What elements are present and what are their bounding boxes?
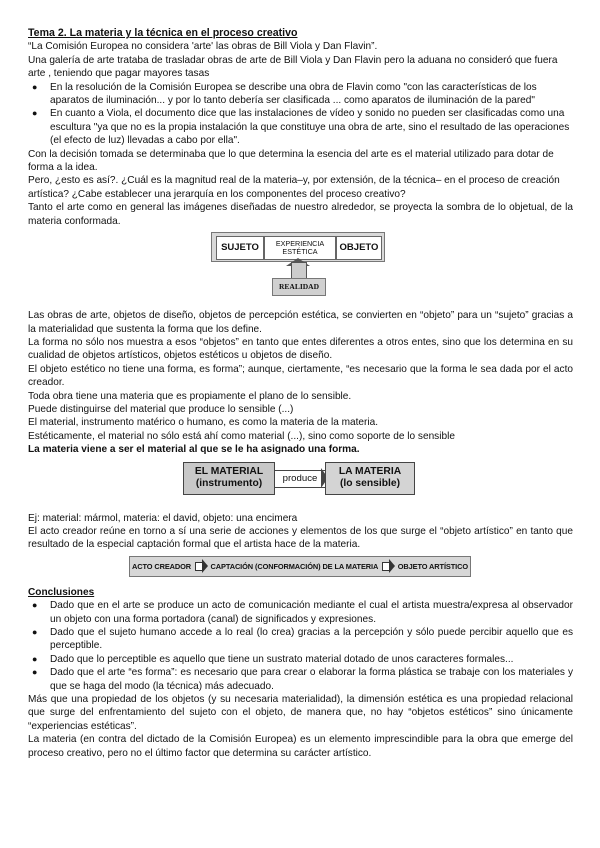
bullet-icon: ● [32,627,38,637]
list-item: ● Dado que el arte “es forma”: es necesario que para crear o elaborar la forma plástica se trabaje con los materiales y que se haga del modo (la técnica) más adecuado. [32,667,573,692]
paragraph: La materia (en contra del dictado de la Comisión Europea) es un elemento imprescindible para la obra que emerge del proceso creativo, pero no el último factor que determina su carácter artístico. [28,734,573,759]
intro-paragraph: Una galería de arte trataba de trasladar obras de arte de Bill Viola y Dan Flavin pero la aduana no consideró que fuera arte , teniendo que pagar mayores tasas [28,54,558,80]
step-objeto-artistico: OBJETO ARTÍSTICO [397,561,468,571]
bullet-icon: ● [32,667,38,678]
materia-box: LA MATERIA (lo sensible) [325,462,415,495]
material-materia-diagram [28,460,573,508]
list-item: ● Dado que lo perceptible es aquello que tiene un sustrato material dotado de unos caracteres formales... [32,653,514,665]
list-item: ● En la resolución de la Comisión Europea se describe una obra de Flavin como "con las características de los aparatos de iluminación... y por lo tanto debería ser clasificada ... como aparatos de iluminación de la pared" [32,81,537,107]
bullet-icon: ● [32,653,38,664]
paragraph: Estéticamente, el material no sólo está ahí como material (...), sino como soporte de lo sensible [28,430,455,442]
bullet-icon: ● [32,81,38,92]
process-bar [129,556,471,577]
material-box: EL MATERIAL (instrumento) [183,462,275,495]
paragraph: El objeto estético no tiene una forma, es forma”; aunque, ciertamente, “es necesario que la forma le sea dada por el acto creador. [28,363,573,389]
paragraph: Pero, ¿esto es así?. ¿Cuál es la magnitud real de la materia–y, por extensión, de la técnica– en el proceso de creación artística? ¿Cabe establecer una jerarquía en los componentes del proceso creativo? [28,175,560,200]
example-paragraph: Ej: material: mármol, materia: el david, objeto: una encimera [28,512,298,524]
paragraph: Tanto el arte como en general las imágenes diseñadas de nuestro alrededor, se proyecta la sombra de lo objetual, de la materia conformada. [28,202,573,227]
paragraph: Más que una propiedad de los objetos (y su necesaria materialidad), la dimensión estética es una propiedad relacional que surge del enfrentamiento del sujeto con el objeto, de manera que, no hay “objetos estéticos” sino únicamente “experiencias estéticas”. [28,694,573,732]
page-title: Tema 2. La materia y la técnica en el proceso creativo [28,27,298,39]
bold-statement: La materia viene a ser el material al que se le ha asignado una forma. [28,444,360,456]
bullet-icon: ● [32,600,38,611]
creative-process-diagram [28,554,573,582]
bullet-list-2 [28,599,573,693]
list-item: ● Dado que el sujeto humano accede a lo real (lo crea) gracias a la percepción y sólo puede percibir aquello que es perceptible. [32,627,573,652]
paragraph: Las obras de arte, objetos de diseño, objetos de percepción estética, se convierten en “objeto” para un “sujeto” gracias a la materialidad que sustenta la forma que los define. [28,310,573,335]
document-page [28,27,573,760]
paragraph: Con la decisión tomada se determinaba que lo que determina la esencia del arte es el material utilizado para dotar de forma a la idea. [28,148,554,174]
quote-paragraph: “La Comisión Europea no considera 'arte' las obras de Bill Viola y Dan Flavin”. [28,41,378,53]
paragraph: El material, instrumento matérico o humano, es como la materia de la materia. [28,417,379,429]
objeto-box: OBJETO [336,236,382,260]
bullet-list-1 [28,81,573,148]
arrow-shaft [291,262,307,278]
list-item: ● Dado que en el arte se produce un acto de comunicación mediante el cual el artista muestra/expresa al observador un objeto con una forma portadora (canal) de significados y expresiones. [32,600,573,625]
paragraph: Toda obra tiene una materia que es propiamente el plano de lo sensible. [28,390,352,402]
right-arrow-icon [195,562,202,571]
subject-object-diagram [28,230,573,306]
produce-arrow-label: produce [274,470,326,488]
bullet-icon: ● [32,108,38,119]
experiencia-box: EXPERIENCIA ESTÉTICA [264,236,336,260]
paragraph: La forma no sólo nos muestra a esos “objetos” en tanto que entes diferentes a otros entes, sino que los determina en su cualidad de objetos artísticos, objetos estéticos u objetos de diseño. [28,336,573,362]
step-acto-creador: ACTO CREADOR [132,561,192,571]
step-captacion: CAPTACIÓN (CONFORMACIÓN) DE LA MATERIA [210,561,379,571]
conclusiones-heading: Conclusiones [28,586,95,598]
realidad-box: REALIDAD [272,278,326,296]
list-item: ● En cuanto a Viola, el documento dice que las instalaciones de vídeo y sonido no pueden ser clasificadas como una escultura "ya que no es la propia instalación la que constituye una obra de arte, sino el resultado de las operaciones (el efecto de luz) llevadas a cabo por ella". [32,108,570,147]
right-arrow-icon [382,562,389,571]
sujeto-box: SUJETO [216,236,264,260]
paragraph: Puede distinguirse del material que produce lo sensible (...) [28,403,294,415]
paragraph: El acto creador reúne en torno a sí una serie de acciones y elementos de los que surge el “objeto artístico” en tanto que resultado de la especial captación formal que el artista hace de la materia. [28,525,573,551]
